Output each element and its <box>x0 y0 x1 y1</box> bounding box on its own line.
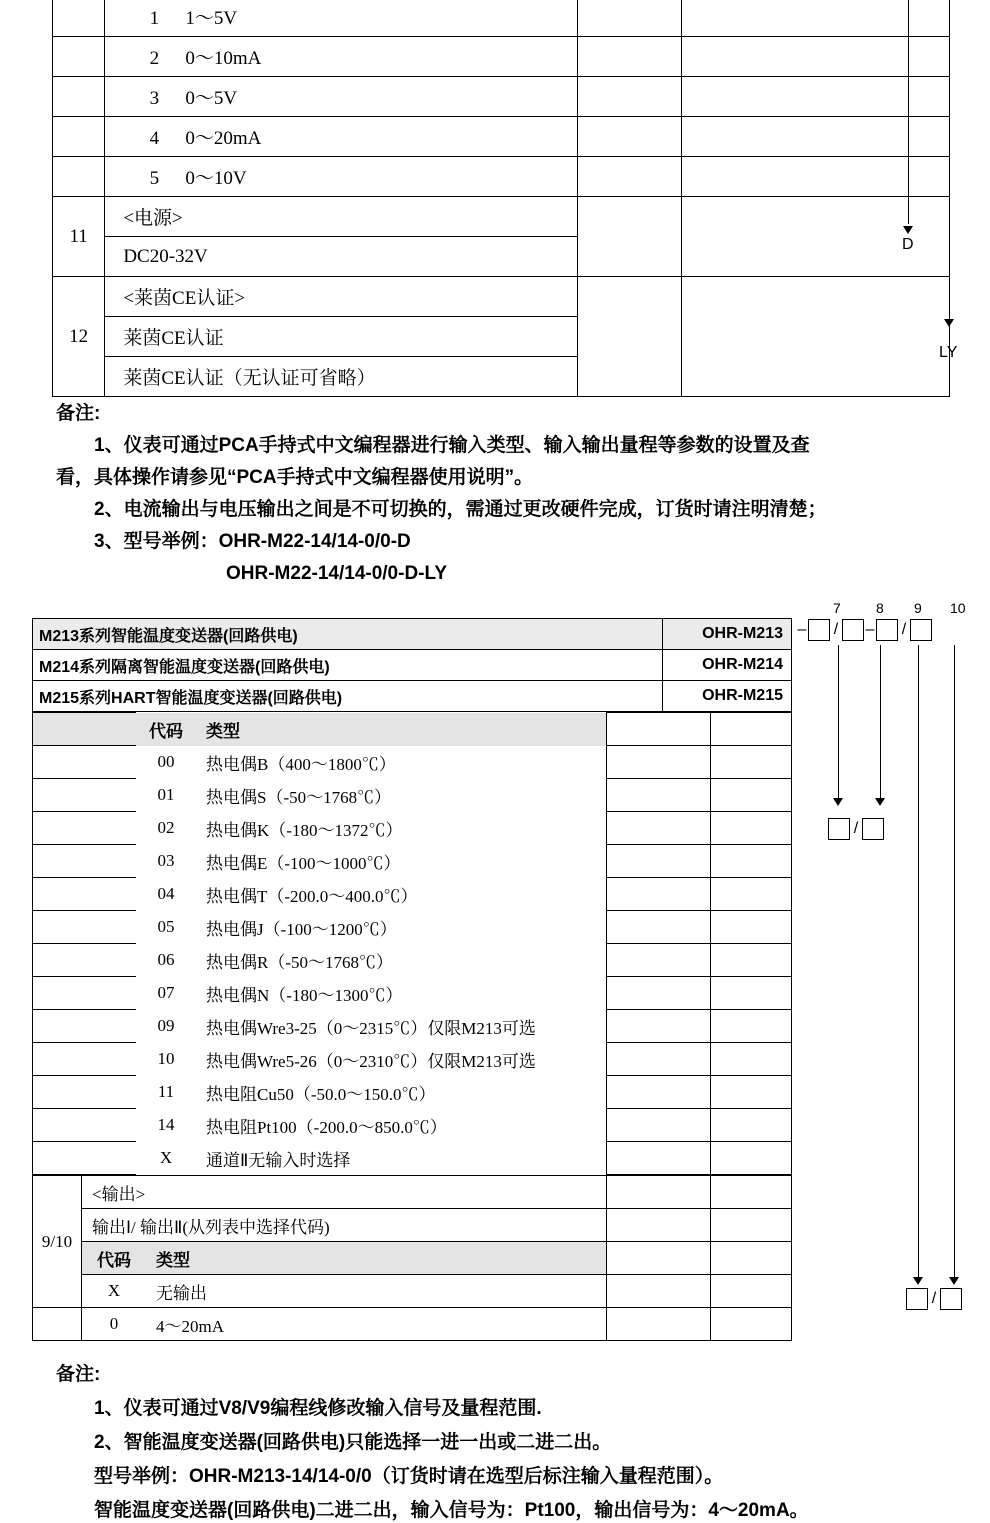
group-value: 莱茵CE认证（无认证可省略） <box>105 357 578 397</box>
column-header-type: 类型 <box>196 713 607 746</box>
notes-block-1 <box>56 398 956 590</box>
input-type: 热电偶Wre3-25（0～2315℃）仅限M213可选 <box>206 1018 536 1038</box>
row-desc-cell <box>105 0 578 37</box>
input-code: 11 <box>157 1082 175 1101</box>
table-row <box>33 619 792 650</box>
output-type: 4～20mA <box>146 1308 607 1341</box>
input-type: 热电偶J（-100～1200℃） <box>206 919 397 939</box>
blank-cell <box>711 1176 792 1209</box>
table-row <box>53 277 950 317</box>
signal-value: 0～20mA <box>185 128 262 149</box>
blank-cell <box>711 878 792 911</box>
table-row <box>33 812 792 845</box>
note-line: 型号举例：OHR-M213-14/14-0/0（订货时请在选型后标注输入量程范围）。 <box>94 1466 724 1487</box>
signal-value: 0～10V <box>185 168 247 189</box>
prefix-dash: – <box>797 621 807 639</box>
blank-cell <box>711 845 792 878</box>
note-line: 2、电流输出与电压输出之间是不可切换的，需通过更改硬件完成，订货时请注明清楚； <box>94 499 827 520</box>
spacer-cell <box>33 713 137 746</box>
output-index: 9/10 <box>33 1176 82 1308</box>
blank-cell <box>607 779 711 812</box>
table-row <box>33 878 792 911</box>
input-code: 06 <box>157 950 175 969</box>
input-code: 04 <box>157 884 175 903</box>
row-code-cell <box>53 77 105 117</box>
input-code: 03 <box>157 851 175 870</box>
slot-number-7: 7 <box>833 600 841 616</box>
blank-cell <box>578 277 682 397</box>
group-value: 莱茵CE认证 <box>105 317 578 357</box>
arrow-head-d <box>903 226 913 234</box>
blank-cell <box>578 157 682 197</box>
input-code-boxes: / <box>828 818 884 840</box>
blank-cell <box>682 117 950 157</box>
table-row <box>33 746 792 779</box>
input-type: 热电偶R（-50～1768℃） <box>206 952 393 972</box>
blank-cell <box>607 911 711 944</box>
input-type: 热电偶Wre5-26（0～2310℃）仅限M213可选 <box>206 1051 536 1071</box>
row-code-cell <box>53 0 105 37</box>
slot-number-9: 9 <box>914 600 922 616</box>
output-code-boxes: / <box>906 1288 962 1310</box>
spacer-cell <box>33 944 137 977</box>
model-name: M214系列隔离智能温度变送器(回路供电) <box>33 650 663 681</box>
blank-cell <box>607 944 711 977</box>
table-row <box>33 1076 792 1109</box>
table-row <box>33 944 792 977</box>
note-line: 看，具体操作请参见“PCA手持式中文编程器使用说明”。 <box>56 467 534 488</box>
signal-number: 4 <box>149 128 160 149</box>
blank-cell <box>711 779 792 812</box>
arrow-head-slot10 <box>949 1277 959 1285</box>
output-box-1[interactable] <box>906 1288 928 1310</box>
arrow-head-slot7 <box>833 798 843 806</box>
table-row <box>33 911 792 944</box>
row-desc-cell <box>105 77 578 117</box>
code-box-9[interactable] <box>876 619 898 641</box>
slot-number-8: 8 <box>876 600 884 616</box>
input-code: 02 <box>157 818 175 837</box>
output-box-2[interactable] <box>940 1288 962 1310</box>
blank-cell <box>578 0 682 37</box>
blank-cell <box>711 1010 792 1043</box>
note-line: 2、智能温度变送器(回路供电)只能选择一进一出或二进二出。 <box>94 1432 612 1453</box>
output-title: <输出> <box>82 1176 607 1209</box>
blank-cell <box>711 1076 792 1109</box>
input-type: 热电偶T（-200.0～400.0℃） <box>206 886 418 906</box>
spacer-cell <box>33 1010 137 1043</box>
arrow-line-slot9 <box>918 645 919 1279</box>
output-type: 无输出 <box>146 1275 607 1308</box>
input-code: 10 <box>157 1049 175 1068</box>
table-row <box>33 1043 792 1076</box>
input-type: 热电偶E（-100～1000℃） <box>206 853 401 873</box>
table-row <box>33 1142 792 1175</box>
slot-number-10: 10 <box>950 600 966 616</box>
input-type: 热电阻Pt100（-200.0～850.0℃） <box>206 1117 447 1137</box>
table-row <box>33 1010 792 1043</box>
note-line: 智能温度变送器(回路供电)二进二出，输入信号为：Pt100，输出信号为：4～20mA。 <box>94 1500 809 1521</box>
output-code: 0 <box>82 1308 147 1341</box>
arrow-line-slot7 <box>838 645 839 800</box>
blank-cell <box>711 1209 792 1242</box>
code-box-8[interactable] <box>842 619 864 641</box>
blank-cell <box>607 1209 711 1242</box>
notes-title: 备注: <box>56 1364 101 1385</box>
arrow-head-ly <box>944 319 954 327</box>
table-row <box>53 77 950 117</box>
signal-number: 3 <box>149 88 160 109</box>
table-row <box>33 1109 792 1142</box>
blank-cell <box>607 746 711 779</box>
blank-cell <box>607 1275 711 1308</box>
signal-value: 1～5V <box>185 8 238 29</box>
row-code-cell <box>53 117 105 157</box>
arrow-line-d <box>908 0 909 224</box>
blank-cell <box>607 878 711 911</box>
table-row <box>33 845 792 878</box>
input-box-2[interactable] <box>862 818 884 840</box>
table-row <box>33 1176 792 1209</box>
code-box-10[interactable] <box>910 619 932 641</box>
bottom-selection-table <box>32 618 962 1341</box>
blank-cell <box>607 1176 711 1209</box>
blank-cell <box>607 1076 711 1109</box>
spacer-cell <box>33 878 137 911</box>
blank-cell <box>607 1242 711 1275</box>
model-name: M215系列HART智能温度变送器(回路供电) <box>33 681 663 712</box>
input-type: 热电偶B（400～1800℃） <box>206 754 396 774</box>
table-row <box>33 1209 792 1242</box>
arrow-label-d: D <box>902 236 914 253</box>
input-code: 09 <box>157 1016 175 1035</box>
blank-cell <box>578 77 682 117</box>
blank-cell <box>607 812 711 845</box>
blank-cell <box>711 944 792 977</box>
table-row <box>33 650 792 681</box>
group-title: <电源> <box>105 197 578 237</box>
blank-cell <box>711 1142 792 1175</box>
table-row <box>53 157 950 197</box>
model-name: M213系列智能温度变送器(回路供电) <box>33 619 663 650</box>
row-code-cell <box>53 37 105 77</box>
input-box-1[interactable] <box>828 818 850 840</box>
signal-number: 5 <box>149 168 160 189</box>
blank-cell <box>607 845 711 878</box>
input-code: 00 <box>157 752 175 771</box>
blank-cell <box>607 1043 711 1076</box>
blank-cell <box>711 911 792 944</box>
spacer-cell <box>33 1109 137 1142</box>
input-code: 14 <box>157 1115 175 1134</box>
row-desc-cell <box>105 117 578 157</box>
signal-value: 0～10mA <box>185 48 262 69</box>
note-line: 3、型号举例：OHR-M22-14/14-0/0-D <box>94 531 411 552</box>
note-line: 1、仪表可通过V8/V9编程线修改输入信号及量程范围. <box>94 1398 542 1419</box>
table-row <box>53 197 950 237</box>
spacer-cell <box>33 911 137 944</box>
blank-cell <box>607 1308 711 1341</box>
note-line: OHR-M22-14/14-0/0-D-LY <box>226 563 448 584</box>
blank-cell <box>682 0 950 37</box>
arrow-label-ly: LY <box>939 344 958 361</box>
output-subtitle: 输出Ⅰ/ 输出Ⅱ(从列表中选择代码) <box>82 1209 607 1242</box>
signal-value: 0～5V <box>185 88 238 109</box>
spacer-cell <box>33 977 137 1010</box>
blank-cell <box>711 1242 792 1275</box>
blank-cell <box>711 1275 792 1308</box>
row-desc-cell <box>105 37 578 77</box>
arrow-line-slot10 <box>954 645 955 1279</box>
table-row <box>33 681 792 712</box>
spacer-cell <box>33 1142 137 1175</box>
blank-cell <box>607 1142 711 1175</box>
model-code: OHR-M215 <box>663 681 792 712</box>
blank-cell <box>578 37 682 77</box>
row-code-cell <box>53 157 105 197</box>
spacer-cell <box>33 1076 137 1109</box>
model-code-slots: – / – / <box>796 619 932 641</box>
blank-cell <box>682 77 950 117</box>
table-row <box>33 779 792 812</box>
blank-cell <box>607 1010 711 1043</box>
blank-cell <box>711 1308 792 1341</box>
signal-number: 1 <box>149 8 160 29</box>
blank-cell <box>33 1308 82 1341</box>
table-row <box>33 977 792 1010</box>
blank-cell <box>607 713 711 746</box>
table-row <box>53 37 950 77</box>
blank-cell <box>711 812 792 845</box>
output-section-table <box>32 1175 792 1341</box>
group-value: DC20-32V <box>105 237 578 277</box>
blank-cell <box>578 197 682 277</box>
input-type: 热电偶N（-180～1300℃） <box>206 985 403 1005</box>
group-code: 11 <box>53 197 105 277</box>
spacer-cell <box>33 779 137 812</box>
input-type: 热电偶S（-50～1768℃） <box>206 787 392 807</box>
spacer-cell <box>33 812 137 845</box>
table-row <box>53 0 950 37</box>
group-title: <莱茵CE认证> <box>105 277 578 317</box>
output-code: X <box>82 1275 147 1308</box>
blank-cell <box>607 977 711 1010</box>
blank-cell <box>711 746 792 779</box>
blank-cell <box>682 157 950 197</box>
input-code-table <box>32 712 792 1175</box>
blank-cell <box>711 1043 792 1076</box>
blank-cell <box>682 277 950 397</box>
input-code: 07 <box>157 983 175 1002</box>
blank-cell <box>711 713 792 746</box>
blank-cell <box>711 1109 792 1142</box>
group-code: 12 <box>53 277 105 397</box>
arrow-head-slot9 <box>913 1277 923 1285</box>
arrow-line-ly <box>949 0 950 317</box>
table-row <box>33 1275 792 1308</box>
column-header-type: 类型 <box>146 1242 607 1275</box>
table-row <box>33 1308 792 1341</box>
input-code: 05 <box>157 917 175 936</box>
notes-block-2 <box>56 1358 976 1523</box>
blank-cell <box>607 1109 711 1142</box>
input-type: 热电阻Cu50（-50.0～150.0℃） <box>206 1084 436 1104</box>
blank-cell <box>711 977 792 1010</box>
input-type: 热电偶K（-180～1372℃） <box>206 820 403 840</box>
arrow-head-slot8 <box>875 798 885 806</box>
row-desc-cell <box>105 157 578 197</box>
note-line: 1、仪表可通过PCA手持式中文编程器进行输入类型、输入输出量程等参数的设置及查 <box>94 435 810 456</box>
notes-title: 备注: <box>56 403 101 424</box>
arrow-line-slot8 <box>880 645 881 800</box>
input-type: 通道Ⅱ无输入时选择 <box>206 1150 351 1170</box>
blank-cell <box>578 117 682 157</box>
model-code: OHR-M214 <box>663 650 792 681</box>
column-header-code: 代码 <box>136 713 196 746</box>
spacer-cell <box>33 1043 137 1076</box>
input-code: X <box>159 1148 173 1167</box>
table-header-row <box>33 1242 792 1275</box>
spacer-cell <box>33 845 137 878</box>
table-header-row <box>33 713 792 746</box>
table-row <box>53 117 950 157</box>
signal-number: 2 <box>149 48 160 69</box>
code-box-7[interactable] <box>808 619 830 641</box>
input-code: 01 <box>157 785 175 804</box>
column-header-code: 代码 <box>82 1242 147 1275</box>
model-list-table <box>32 618 792 712</box>
spacer-cell <box>33 746 137 779</box>
model-code: OHR-M213 <box>663 619 792 650</box>
blank-cell <box>682 37 950 77</box>
top-selection-table <box>52 0 950 397</box>
